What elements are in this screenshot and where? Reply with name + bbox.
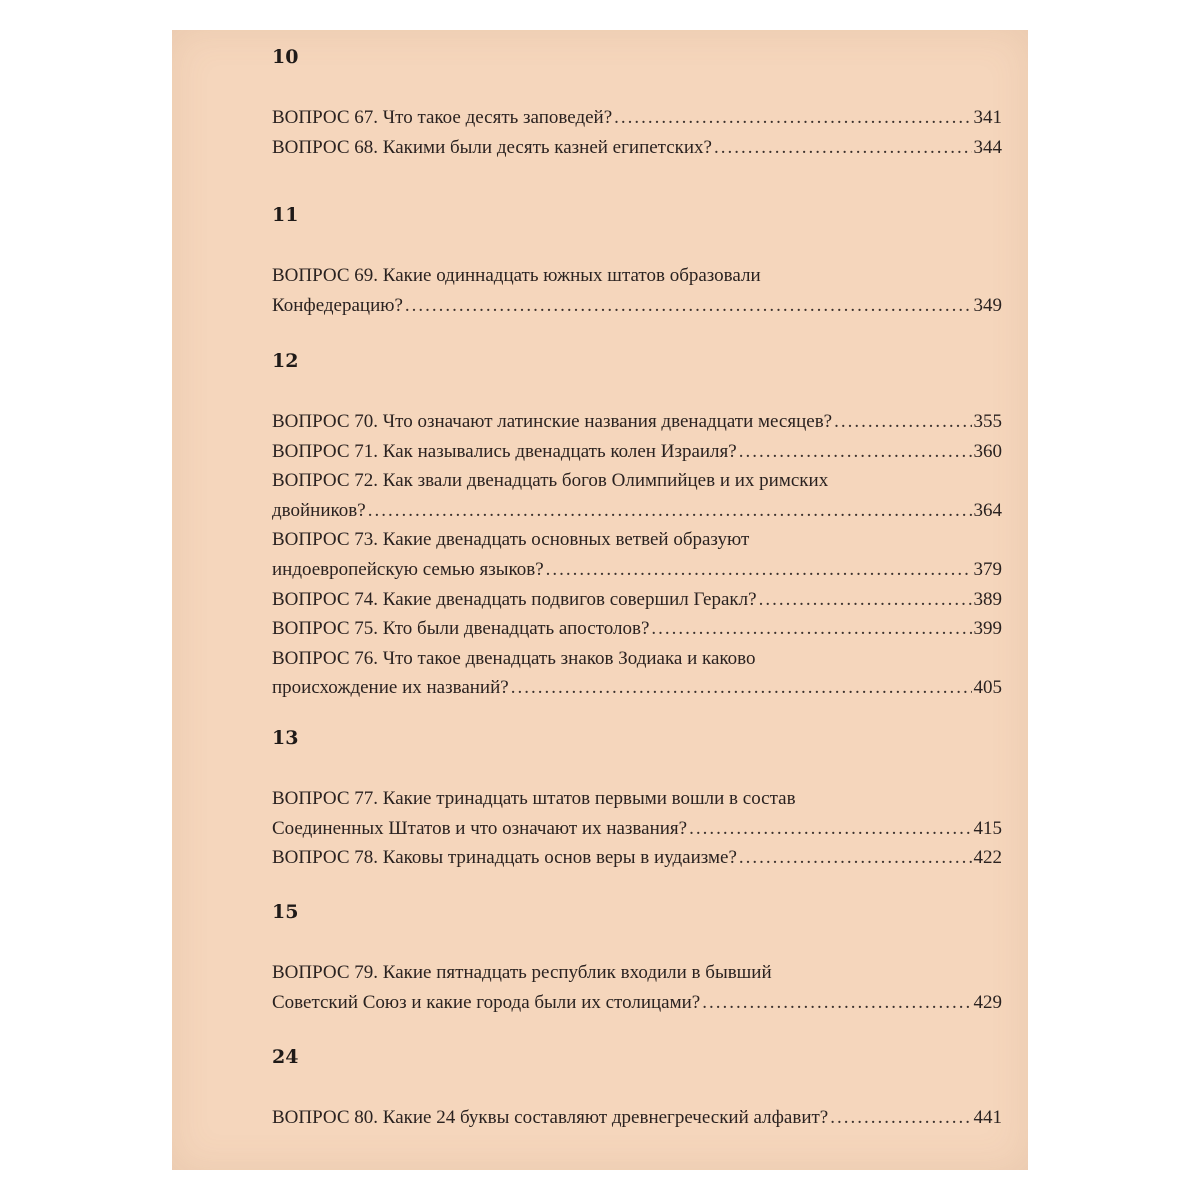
section-number: 12 bbox=[272, 350, 299, 372]
dot-leader bbox=[739, 843, 972, 873]
entry-title: ВОПРОС 80. Какие 24 буквы составляют древнегреческий алфавит? bbox=[272, 1107, 829, 1128]
toc-section-10 bbox=[272, 44, 1002, 202]
toc-entry-q67 bbox=[272, 103, 1002, 133]
entry-title-line: ВОПРОС 79. Какие пятнадцать республик входили в бывший bbox=[272, 962, 772, 983]
section-number: 13 bbox=[272, 727, 299, 749]
toc-entry-q76 bbox=[272, 644, 1002, 703]
toc-section-12 bbox=[272, 348, 1002, 725]
entry-title-line: ВОПРОС 69. Какие одиннадцать южных штатов образовали bbox=[272, 265, 761, 286]
page-number: 399 bbox=[973, 618, 1002, 640]
toc-entry-q71 bbox=[272, 437, 1002, 467]
page-number: 360 bbox=[973, 440, 1002, 462]
section-number: 10 bbox=[272, 46, 299, 68]
entry-title-line: Соединенных Штатов и что означают их названия? bbox=[272, 817, 688, 839]
section-number: 24 bbox=[272, 1046, 299, 1068]
dot-leader bbox=[689, 814, 971, 844]
entry-title-line: ВОПРОС 73. Какие двенадцать основных ветвей образуют bbox=[272, 529, 750, 551]
entry-title-line: Конфедерацию? bbox=[272, 294, 403, 316]
toc-entry-q73 bbox=[272, 525, 1002, 584]
toc-entry-q75 bbox=[272, 614, 1002, 644]
dot-leader bbox=[511, 673, 972, 703]
page-number: 422 bbox=[973, 847, 1002, 869]
toc-entry-q79 bbox=[272, 958, 1002, 1017]
page-number: 379 bbox=[973, 558, 1002, 580]
toc-section-13 bbox=[272, 725, 1002, 899]
dot-leader bbox=[405, 291, 972, 321]
entry-title-line: двойников? bbox=[272, 499, 366, 521]
entry-title: ВОПРОС 75. Кто были двенадцать апостолов? bbox=[272, 618, 650, 640]
section-number: 15 bbox=[272, 901, 299, 923]
toc-entry-q80 bbox=[272, 1103, 1002, 1133]
toc-entry-q72 bbox=[272, 466, 1002, 525]
table-of-contents bbox=[272, 44, 1002, 1133]
toc-entry-q70 bbox=[272, 407, 1002, 437]
page-number: 389 bbox=[973, 588, 1002, 610]
entry-title-line: происхождение их названий? bbox=[272, 677, 509, 699]
toc-section-24 bbox=[272, 1044, 1002, 1133]
entry-title: ВОПРОС 68. Какими были десять казней египетских? bbox=[272, 136, 712, 158]
page-number: 341 bbox=[973, 107, 1002, 128]
dot-leader bbox=[830, 1103, 971, 1133]
entry-title: ВОПРОС 71. Как назывались двенадцать колен Израиля? bbox=[272, 440, 737, 462]
entry-title-line: ВОПРОС 76. Что такое двенадцать знаков Зодиака и каково bbox=[272, 647, 756, 669]
toc-entry-q78 bbox=[272, 843, 1002, 873]
toc-section-15 bbox=[272, 899, 1002, 1044]
toc-entry-q74 bbox=[272, 585, 1002, 615]
entry-title: ВОПРОС 67. Что такое десять заповедей? bbox=[272, 107, 613, 128]
toc-entry-q69 bbox=[272, 261, 1002, 320]
dot-leader bbox=[614, 103, 971, 133]
book-page bbox=[172, 30, 1028, 1170]
dot-leader bbox=[368, 496, 972, 526]
dot-leader bbox=[714, 133, 972, 163]
entry-title: ВОПРОС 74. Какие двенадцать подвигов совершил Геракл? bbox=[272, 588, 757, 610]
page-number: 355 bbox=[973, 411, 1002, 432]
dot-leader bbox=[546, 555, 972, 585]
dot-leader bbox=[739, 437, 972, 467]
toc-section-11 bbox=[272, 202, 1002, 348]
entry-title: ВОПРОС 70. Что означают латинские названия двенадцати месяцев? bbox=[272, 411, 833, 432]
entry-title: ВОПРОС 78. Каковы тринадцать основ веры в иудаизме? bbox=[272, 847, 737, 869]
page-number: 364 bbox=[973, 499, 1002, 521]
page-number: 349 bbox=[973, 294, 1002, 316]
page-number: 429 bbox=[973, 991, 1002, 1013]
entry-title-line: индоевропейскую семью языков? bbox=[272, 558, 544, 580]
entry-title-line: ВОПРОС 72. Как звали двенадцать богов Олимпийцев и их римских bbox=[272, 470, 829, 492]
page-number: 405 bbox=[973, 677, 1002, 699]
page-number: 344 bbox=[973, 136, 1002, 158]
toc-entry-q77 bbox=[272, 784, 1002, 843]
dot-leader bbox=[702, 988, 971, 1018]
page-number: 415 bbox=[973, 817, 1002, 839]
entry-title-line: ВОПРОС 77. Какие тринадцать штатов первыми вошли в состав bbox=[272, 788, 796, 809]
section-number: 11 bbox=[272, 204, 299, 226]
toc-entry-q68 bbox=[272, 133, 1002, 163]
dot-leader bbox=[651, 614, 971, 644]
dot-leader bbox=[759, 585, 972, 615]
dot-leader bbox=[834, 407, 971, 437]
entry-title-line: Советский Союз и какие города были их столицами? bbox=[272, 991, 701, 1013]
page-number: 441 bbox=[973, 1107, 1002, 1128]
